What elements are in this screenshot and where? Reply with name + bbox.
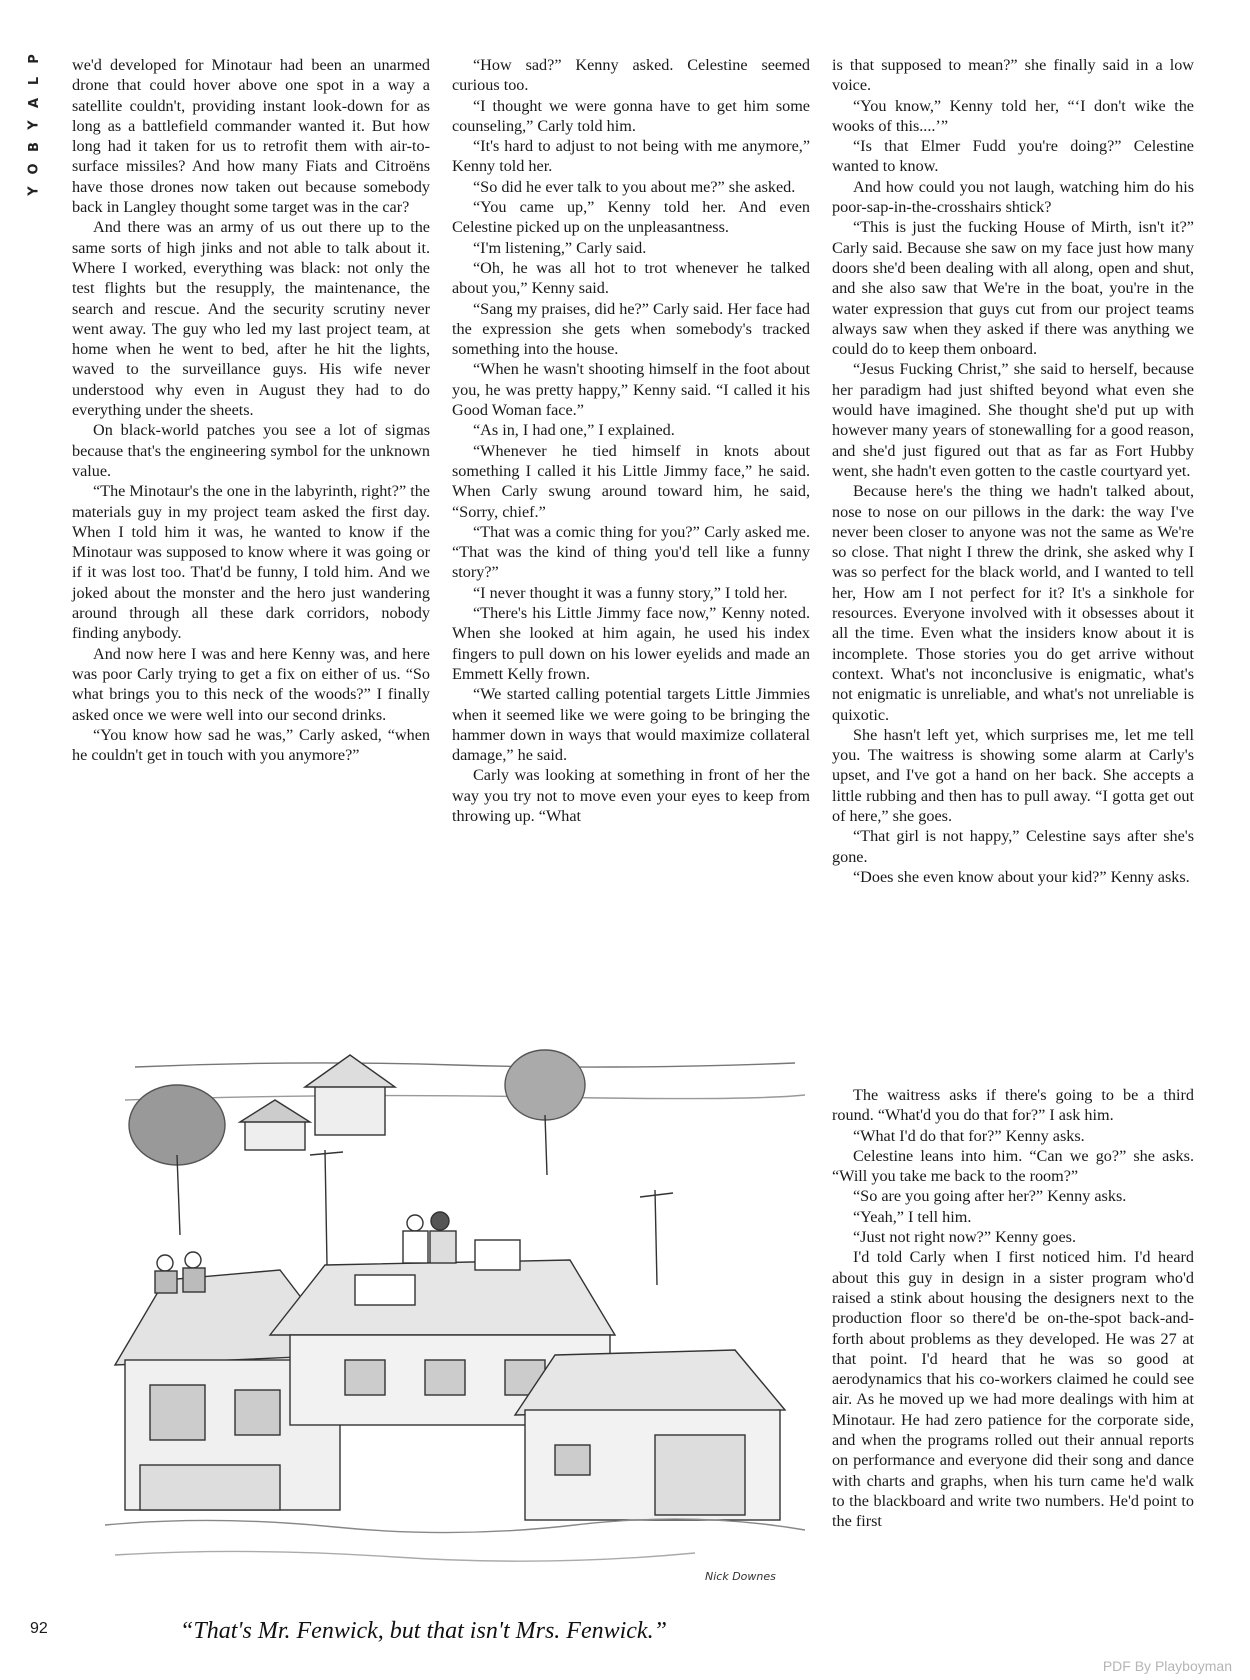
masthead-letter: L xyxy=(26,76,42,86)
paragraph: Celestine leans into him. “Can we go?” she asks. “Will you take me back to the room?” xyxy=(832,1146,1194,1186)
paragraph: “You know how sad he was,” Carly asked, “when he couldn't get in touch with you anymore?” xyxy=(72,725,430,765)
page-number: 92 xyxy=(30,1620,48,1637)
paragraph: “So did he ever talk to you about me?” she asked. xyxy=(473,177,796,196)
paragraph: “I thought we were gonna have to get him some counseling,” Carly told him. xyxy=(452,96,810,135)
cartoonist-signature: Nick Downes xyxy=(705,1570,776,1583)
paragraph: is that supposed to mean?” she finally said in a low voice. xyxy=(832,56,1194,95)
paragraph: “So are you going after her?” Kenny asks. xyxy=(853,1187,1127,1206)
paragraph: “We started calling potential targets Little Jimmies when it seemed like we were going to be bringing the hammer down in ways that would maximize collateral damage,” he said. xyxy=(452,685,810,765)
masthead-letter: P xyxy=(27,54,42,64)
article-column-1 xyxy=(72,55,430,765)
paragraph: Carly was looking at something in front of her the way you try not to move even your eyes to keep from throwing up. “What xyxy=(452,766,810,825)
paragraph: And how could you not laugh, watching him do his poor-sap-in-the-crosshairs shtick? xyxy=(832,177,1194,217)
paragraph: “Sang my praises, did he?” Carly said. Her face had the expression she gets when somebody's tracked something into the house. xyxy=(452,299,810,359)
paragraph: we'd developed for Minotaur had been an unarmed drone that could hover above one spot in a way a satellite couldn't, providing instant look-down for as long as a battlefield commander wanted it. But how long had it taken for us to retrofit them with air-to-surface missiles? And how many Fiats and Citroëns have those drones now taken out because somebody back in Langley thought some target was in the car? xyxy=(72,56,430,217)
paragraph: “Yeah,” I tell him. xyxy=(853,1207,972,1226)
paragraph: “When he wasn't shooting himself in the foot about you, he was pretty happy,” Kenny said. “I called it his Good Woman face.” xyxy=(452,360,810,420)
masthead-letter: B xyxy=(26,142,42,152)
paragraph: “As in, I had one,” I explained. xyxy=(473,421,675,440)
paragraph: And there was an army of us out there up to the same sorts of high jinks and not able to talk about it. Where I worked, everything was black: not only the test flights but the resupply, the maintenance, the search and rescue. And the security scrutiny never went away. The guy who led my last project team, at home when he went to bed, after he hit the lights, waved to the surveillance guys. His wife never understood why even in August they had to do everything under the sheets. xyxy=(72,218,430,420)
paragraph: On black-world patches you see a lot of sigmas because that's the engineering symbol for the unknown value. xyxy=(72,421,430,480)
paragraph: “It's hard to adjust to not being with me anymore,” Kenny told her. xyxy=(452,137,810,176)
paragraph: “That girl is not happy,” Celestine says after she's gone. xyxy=(832,827,1194,866)
article-column-3-continued xyxy=(832,1085,1194,1532)
paragraph: I'd told Carly when I first noticed him. I'd heard about this guy in design in a sister program who'd raised a stink about housing the designers next to the production floor so there'd be on-the-spot back-and-forth about problems as they developed. He was 27 at that point. I'd heard that he was so good at aerodynamics that his co-workers claimed he could see air. As he moved up we had more dealings with him at Minotaur. He had zero patience for the corporate side, and when the programs rolled out their annual reports on performance and everyone did their song and dance with charts and graphs, when his turn came he'd walk to the blackboard and write two numbers. He'd point to the first xyxy=(832,1248,1194,1531)
article-column-3 xyxy=(832,55,1194,887)
paragraph: “That was a comic thing for you?” Carly asked me. “That was the kind of thing you'd tell like a funny story?” xyxy=(452,522,810,582)
paragraph: The waitress asks if there's going to be a third round. “What'd you do that for?” I ask him. xyxy=(832,1086,1194,1125)
article-column-2 xyxy=(452,55,810,826)
masthead-letter: A xyxy=(27,97,42,109)
paragraph: “Oh, he was all hot to trot whenever he talked about you,” Kenny said. xyxy=(452,258,810,298)
paragraph: She hasn't left yet, which surprises me, let me tell you. The waitress is showing some alarm at Carly's upset, and I've got a hand on her back. She accepts a little rubbing and then has to pull away. “I gotta get out of here,” she goes. xyxy=(832,725,1194,825)
paragraph: And now here I was and here Kenny was, and here was poor Carly trying to get a fix on either of us. “So what brings you to this neck of the woods?” I finally asked once we were well into our second drinks. xyxy=(72,644,430,724)
watermark: PDF By Playboyman xyxy=(1102,1658,1232,1674)
masthead-letter: O xyxy=(27,163,42,175)
cartoon-caption: “That's Mr. Fenwick, but that isn't Mrs. Fenwick.” xyxy=(180,1618,667,1644)
paragraph: “This is just the fucking House of Mirth, isn't it?” Carly said. Because she saw on my face just how many doors she'd been dealing with all along, open and shut, and she also saw that We're in the boat, you're in the water expression that guys cut from our project teams always saw when they asked if there was anything we could do to keep them onboard. xyxy=(832,218,1194,359)
paragraph: “I'm listening,” Carly said. xyxy=(473,238,647,257)
paragraph: “I never thought it was a funny story,” I told her. xyxy=(473,583,788,602)
masthead-letter: Y xyxy=(26,120,42,130)
paragraph: Because here's the thing we hadn't talked about, nose to nose on our pillows in the dark: the way I've never been closer to anyone was not the same as We're so close. That night I threw the drink, she asked why I was so perfect for the black world, and I wanted to tell her, How am I not perfect for it? It's a sinkhole for resources. Everyone involved with it obsesses about it all the time. Even what the insiders know about it is incomplete. Those stories you do get arrive without context. What's not inconclusive is enigmatic, what's not enigmatic is unreliable, and what's not unreliable is quixotic. xyxy=(832,482,1194,724)
paragraph: “Whenever he tied himself in knots about something I called it his Little Jimmy face,” he said. When Carly swung around toward him, he said, “Sorry, chief.” xyxy=(452,441,810,521)
paragraph: “Jesus Fucking Christ,” she said to herself, because her paradigm had just shifted beyond what even she would have imagined. She thought she'd put up with however many years of stonewalling for a good reason, and she'd just figured out that as far as Fort Hubby went, she hadn't even gotten to the castle courtyard yet. xyxy=(832,360,1194,480)
paragraph: “You know,” Kenny told her, “‘I don't wike the wooks of this....’” xyxy=(832,96,1194,135)
paragraph: “There's his Little Jimmy face now,” Kenny noted. When she looked at him again, he used his index fingers to pull down on his lower eyelids and made an Emmett Kelly frown. xyxy=(452,604,810,683)
paragraph: “Just not right now?” Kenny goes. xyxy=(853,1228,1076,1247)
masthead-letter: Y xyxy=(26,186,42,196)
paragraph: “Is that Elmer Fudd you're doing?” Celestine wanted to know. xyxy=(832,137,1194,176)
paragraph: “Does she even know about your kid?” Kenny asks. xyxy=(853,867,1190,886)
paragraph: “How sad?” Kenny asked. Celestine seemed curious too. xyxy=(452,56,810,95)
playboy-masthead xyxy=(26,52,44,198)
flood-cartoon-illustration xyxy=(95,1005,815,1610)
paragraph: “The Minotaur's the one in the labyrinth, right?” the materials guy in my project team asked the first day. When I told him it was, he wanted to know if the Minotaur was supposed to know where it was going or if it was lost too. That'd be funny, I told him. And we joked about the monster and the hero just wandering around through all these dark corridors, nobody finding anybody. xyxy=(72,482,430,643)
paragraph: “What I'd do that for?” Kenny asks. xyxy=(853,1126,1085,1145)
paragraph: “You came up,” Kenny told her. And even Celestine picked up on the unpleasantness. xyxy=(452,198,810,237)
